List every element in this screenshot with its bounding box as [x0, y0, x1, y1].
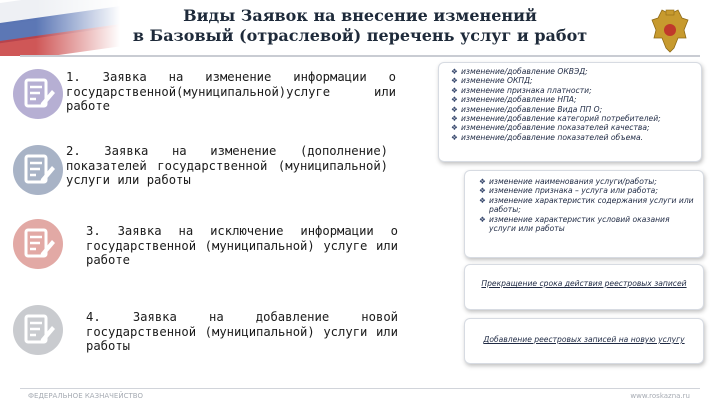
list-item: ❖ изменение характеристик содержания услуги или работы;: [479, 195, 694, 215]
header-flag-decoration: [0, 0, 120, 56]
footer-website-link[interactable]: www.roskazna.ru: [630, 392, 690, 400]
callout-2-list: [465, 171, 703, 233]
list-item: ❖ изменение признака платности;: [451, 85, 592, 95]
page-title: [120, 6, 600, 46]
callout-changes-indicators: [464, 170, 704, 258]
callout-1-list: [439, 63, 701, 142]
list-item: ❖ изменение/добавление НПА;: [451, 95, 577, 105]
request-1-text: 1. Заявка на изменение информации о государственной(муниципальной)услуге или работе: [66, 70, 396, 113]
list-item: ❖ изменение/добавление ОКВЭД;: [451, 67, 588, 76]
document-edit-icon: [12, 218, 64, 270]
request-4-text: 4. Заявка на добавление новой государственной (муниципальной) услуги или работы: [86, 310, 398, 353]
document-edit-icon: [12, 304, 64, 356]
list-item: ❖ изменение характеристик условий оказания услуги или работы: [479, 214, 670, 234]
document-edit-icon: [12, 144, 64, 196]
request-card-2: [66, 144, 388, 188]
eagle-emblem-icon: [650, 8, 690, 54]
title-line-2: в Базовый (отраслевой) перечень услуг и работ: [132, 26, 588, 45]
list-item: ❖ изменение ОКПД;: [451, 76, 533, 86]
footer: [0, 388, 720, 405]
list-item: ❖ изменение/добавление Вида ПП О;: [451, 104, 603, 114]
callout-changes-info: [438, 62, 702, 162]
callout-exclusion: [464, 264, 704, 310]
callout-addition: [464, 318, 704, 364]
callout-4-text: Добавление реестровых записей на новую услугу: [483, 335, 685, 344]
request-3-text: 3. Заявка на исключение информации о государственной (муниципальной) услуге или работе: [86, 224, 398, 267]
request-card-4: [86, 310, 398, 354]
list-item: ❖ изменение/добавление категорий потребителей;: [451, 114, 661, 124]
document-edit-icon: [12, 68, 64, 120]
request-2-text: 2. Заявка на изменение (дополнение) показателей государственной (муниципальной) услуги или работы: [66, 144, 388, 187]
list-item: ❖ изменение наименования услуги/работы;: [479, 177, 657, 186]
list-item: ❖ изменение/добавление показателей объема.: [451, 132, 644, 142]
list-item: ❖ изменение признака – услуга или работа;: [479, 186, 658, 196]
footer-left-text: ФЕДЕРАЛЬНОЕ КАЗНАЧЕЙСТВО: [28, 392, 144, 400]
request-card-3: [86, 224, 398, 268]
header-divider: [20, 55, 700, 57]
title-line-1: Виды Заявок на внесение изменений: [183, 6, 537, 25]
request-card-1: [66, 70, 396, 114]
callout-3-text: Прекращение срока действия реестровых записей: [481, 279, 687, 288]
list-item: ❖ изменение/добавление показателей качества;: [451, 123, 650, 133]
